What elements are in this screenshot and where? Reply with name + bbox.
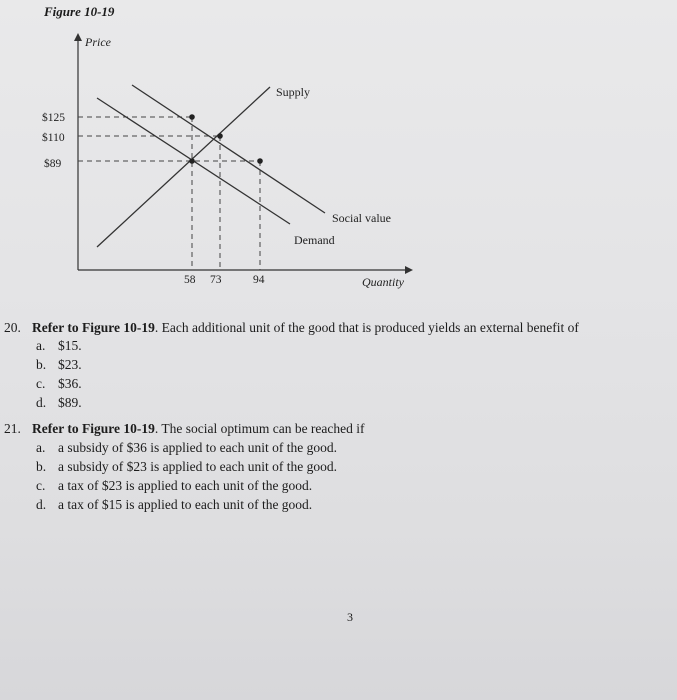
question-20-text: . Each additional unit of the good that is produced yields an external benefit of (154, 320, 579, 335)
q20-option-b-text: $23. (58, 357, 82, 372)
price-tick-110: $110 (42, 132, 65, 144)
q20-option-c (36, 376, 82, 392)
q21-option-c-text: a tax of $23 is applied to each unit of the good. (58, 478, 313, 493)
quantity-axis-arrow (405, 266, 413, 274)
point-58-89 (189, 158, 195, 164)
question-20-number: 20. (4, 320, 21, 335)
figure-title: Figure 10-19 (44, 4, 115, 19)
quantity-axis-label: Quantity (362, 275, 404, 289)
q21-option-a (36, 440, 337, 456)
point-94-89 (257, 158, 263, 164)
price-tick-125: $125 (42, 112, 65, 124)
q20-option-d-text: $89. (58, 395, 82, 410)
q20-option-d (36, 395, 82, 411)
quantity-tick-73: 73 (210, 274, 222, 286)
question-21-number: 21. (4, 421, 21, 436)
q21-option-b-text: a subsidy of $23 is applied to each unit of the good. (58, 459, 337, 474)
question-21 (4, 420, 365, 437)
supply-demand-graph (0, 0, 677, 300)
q20-option-a-text: $15. (58, 338, 82, 353)
q21-option-d (36, 497, 312, 513)
q20-option-c-letter: c. (36, 376, 46, 391)
point-58-125 (189, 114, 195, 120)
q21-option-d-text: a tax of $15 is applied to each unit of the good. (58, 497, 313, 512)
question-21-ref: Refer to Figure 10-19 (32, 421, 155, 436)
q20-option-a-letter: a. (36, 338, 46, 353)
q21-option-a-text: a subsidy of $36 is applied to each unit of the good. (58, 440, 337, 455)
question-20-ref: Refer to Figure 10-19 (32, 320, 155, 335)
demand-label: Demand (294, 233, 335, 247)
q20-option-c-text: $36. (58, 376, 82, 391)
quantity-tick-58: 58 (184, 274, 196, 286)
price-tick-89: $89 (44, 158, 62, 170)
q21-option-d-letter: d. (36, 497, 47, 512)
price-axis-label: Price (85, 35, 111, 49)
price-axis-arrow (74, 33, 82, 41)
point-73-110 (217, 133, 223, 139)
social-value-label: Social value (332, 211, 391, 225)
q20-option-b-letter: b. (36, 357, 47, 372)
quantity-tick-94: 94 (253, 274, 265, 286)
q20-option-d-letter: d. (36, 395, 47, 410)
q20-option-b (36, 357, 82, 373)
q21-option-b-letter: b. (36, 459, 47, 474)
q20-option-a (36, 338, 82, 354)
supply-curve (97, 87, 270, 247)
q21-option-b (36, 459, 337, 475)
social-value-curve (132, 85, 325, 213)
question-20 (4, 319, 579, 336)
q21-option-a-letter: a. (36, 440, 46, 455)
q21-option-c-letter: c. (36, 478, 46, 493)
question-21-text: . The social optimum can be reached if (154, 421, 365, 436)
q21-option-c (36, 478, 312, 494)
page-number: 3 (347, 610, 353, 624)
supply-label: Supply (276, 85, 311, 99)
